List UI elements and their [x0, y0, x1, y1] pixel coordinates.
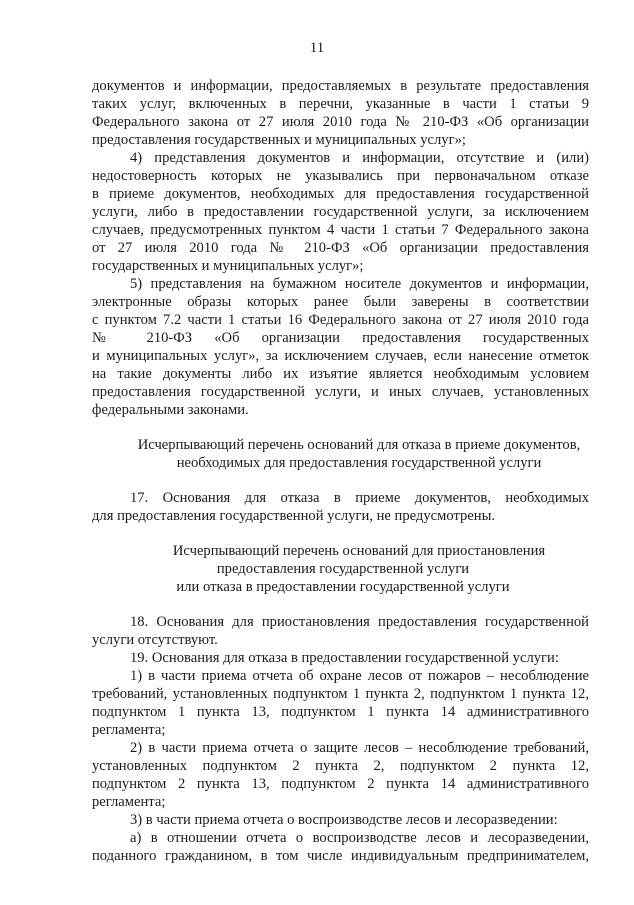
text-line: с пунктом 7.2 части 1 статьи 16 Федерального закона от 27 июля 2010 года: [92, 312, 589, 328]
text-line: предоставления государственной услуги, и иных случаев, установленных: [92, 384, 589, 400]
section-heading: или отказа в предоставлении государственной услуги: [176, 579, 510, 595]
text-line: поданного гражданином, в том числе индивидуальным предпринимателем,: [92, 848, 589, 864]
section-heading: Исчерпывающий перечень оснований для приостановления: [172, 543, 546, 559]
text-line: недостоверность которых не указывались при первоначальном отказе: [92, 168, 589, 184]
text-line: 5) представления на бумажном носителе документов и информации,: [130, 276, 589, 292]
text-line: требований, установленных подпунктом 1 пункта 2, подпунктом 1 пункта 12,: [92, 686, 589, 702]
text-line: в приеме документов, необходимых для предоставления государственной: [92, 186, 589, 202]
text-line: а) в отношении отчета о воспроизводстве лесов и лесоразведении,: [130, 830, 589, 846]
text-line: подпунктом 1 пункта 13, подпунктом 1 пункта 14 административного: [92, 704, 589, 720]
section-heading: необходимых для предоставления государственной услуги: [176, 455, 542, 471]
text-line: 19. Основания для отказа в предоставлении государственной услуги:: [130, 650, 559, 666]
text-line: электронные образы которых ранее были заверены в соответствии: [92, 294, 589, 310]
section-heading: Исчерпывающий перечень оснований для отказа в приеме документов,: [137, 437, 581, 453]
text-line: таких услуг, включенных в перечни, указанные в части 1 статьи 9: [92, 96, 589, 112]
text-line: и муниципальных услуг», за исключением случаев, если нанесение отметок: [92, 348, 589, 364]
text-line: федеральными законами.: [92, 402, 249, 418]
text-line: документов и информации, предоставляемых в результате предоставления: [92, 78, 589, 94]
text-line: от 27 июля 2010 года № 210-ФЗ «Об организации предоставления: [92, 240, 589, 256]
text-line: государственных и муниципальных услуг»;: [92, 258, 364, 274]
text-line: случаев, предусмотренных пунктом 4 части 1 статьи 7 Федерального закона: [92, 222, 589, 238]
text-line: 3) в части приема отчета о воспроизводстве лесов и лесоразведении:: [130, 812, 558, 828]
text-line: подпунктом 2 пункта 13, подпунктом 2 пункта 14 административного: [92, 776, 589, 792]
text-line: на такие документы либо их изъятие является необходимым условием: [92, 366, 589, 382]
text-line: регламента;: [92, 722, 166, 738]
text-line: предоставления государственных и муниципальных услуг»;: [92, 132, 466, 148]
text-line: 2) в части приема отчета о защите лесов – несоблюдение требований,: [130, 740, 589, 756]
text-line: Федерального закона от 27 июля 2010 года № 210-ФЗ «Об организации: [92, 114, 589, 130]
text-line: услуги отсутствуют.: [92, 632, 218, 648]
text-line: услуги, либо в предоставлении государственной услуги, за исключением: [92, 204, 589, 220]
text-line: установленных подпунктом 2 пункта 2, подпунктом 2 пункта 12,: [92, 758, 589, 774]
text-line: регламента;: [92, 794, 166, 810]
text-line: № 210-ФЗ «Об организации предоставления государственных: [92, 330, 589, 346]
text-line: 1) в части приема отчета об охране лесов от пожаров – несоблюдение: [130, 668, 589, 684]
text-line: 17. Основания для отказа в приеме документов, необходимых: [130, 490, 589, 506]
text-line: для предоставления государственной услуги, не предусмотрены.: [92, 508, 496, 524]
section-heading: предоставления государственной услуги: [216, 561, 470, 577]
page-number: 11: [309, 40, 325, 56]
text-line: 4) представления документов и информации, отсутствие и (или): [130, 150, 589, 166]
text-line: 18. Основания для приостановления предоставления государственной: [130, 614, 589, 630]
